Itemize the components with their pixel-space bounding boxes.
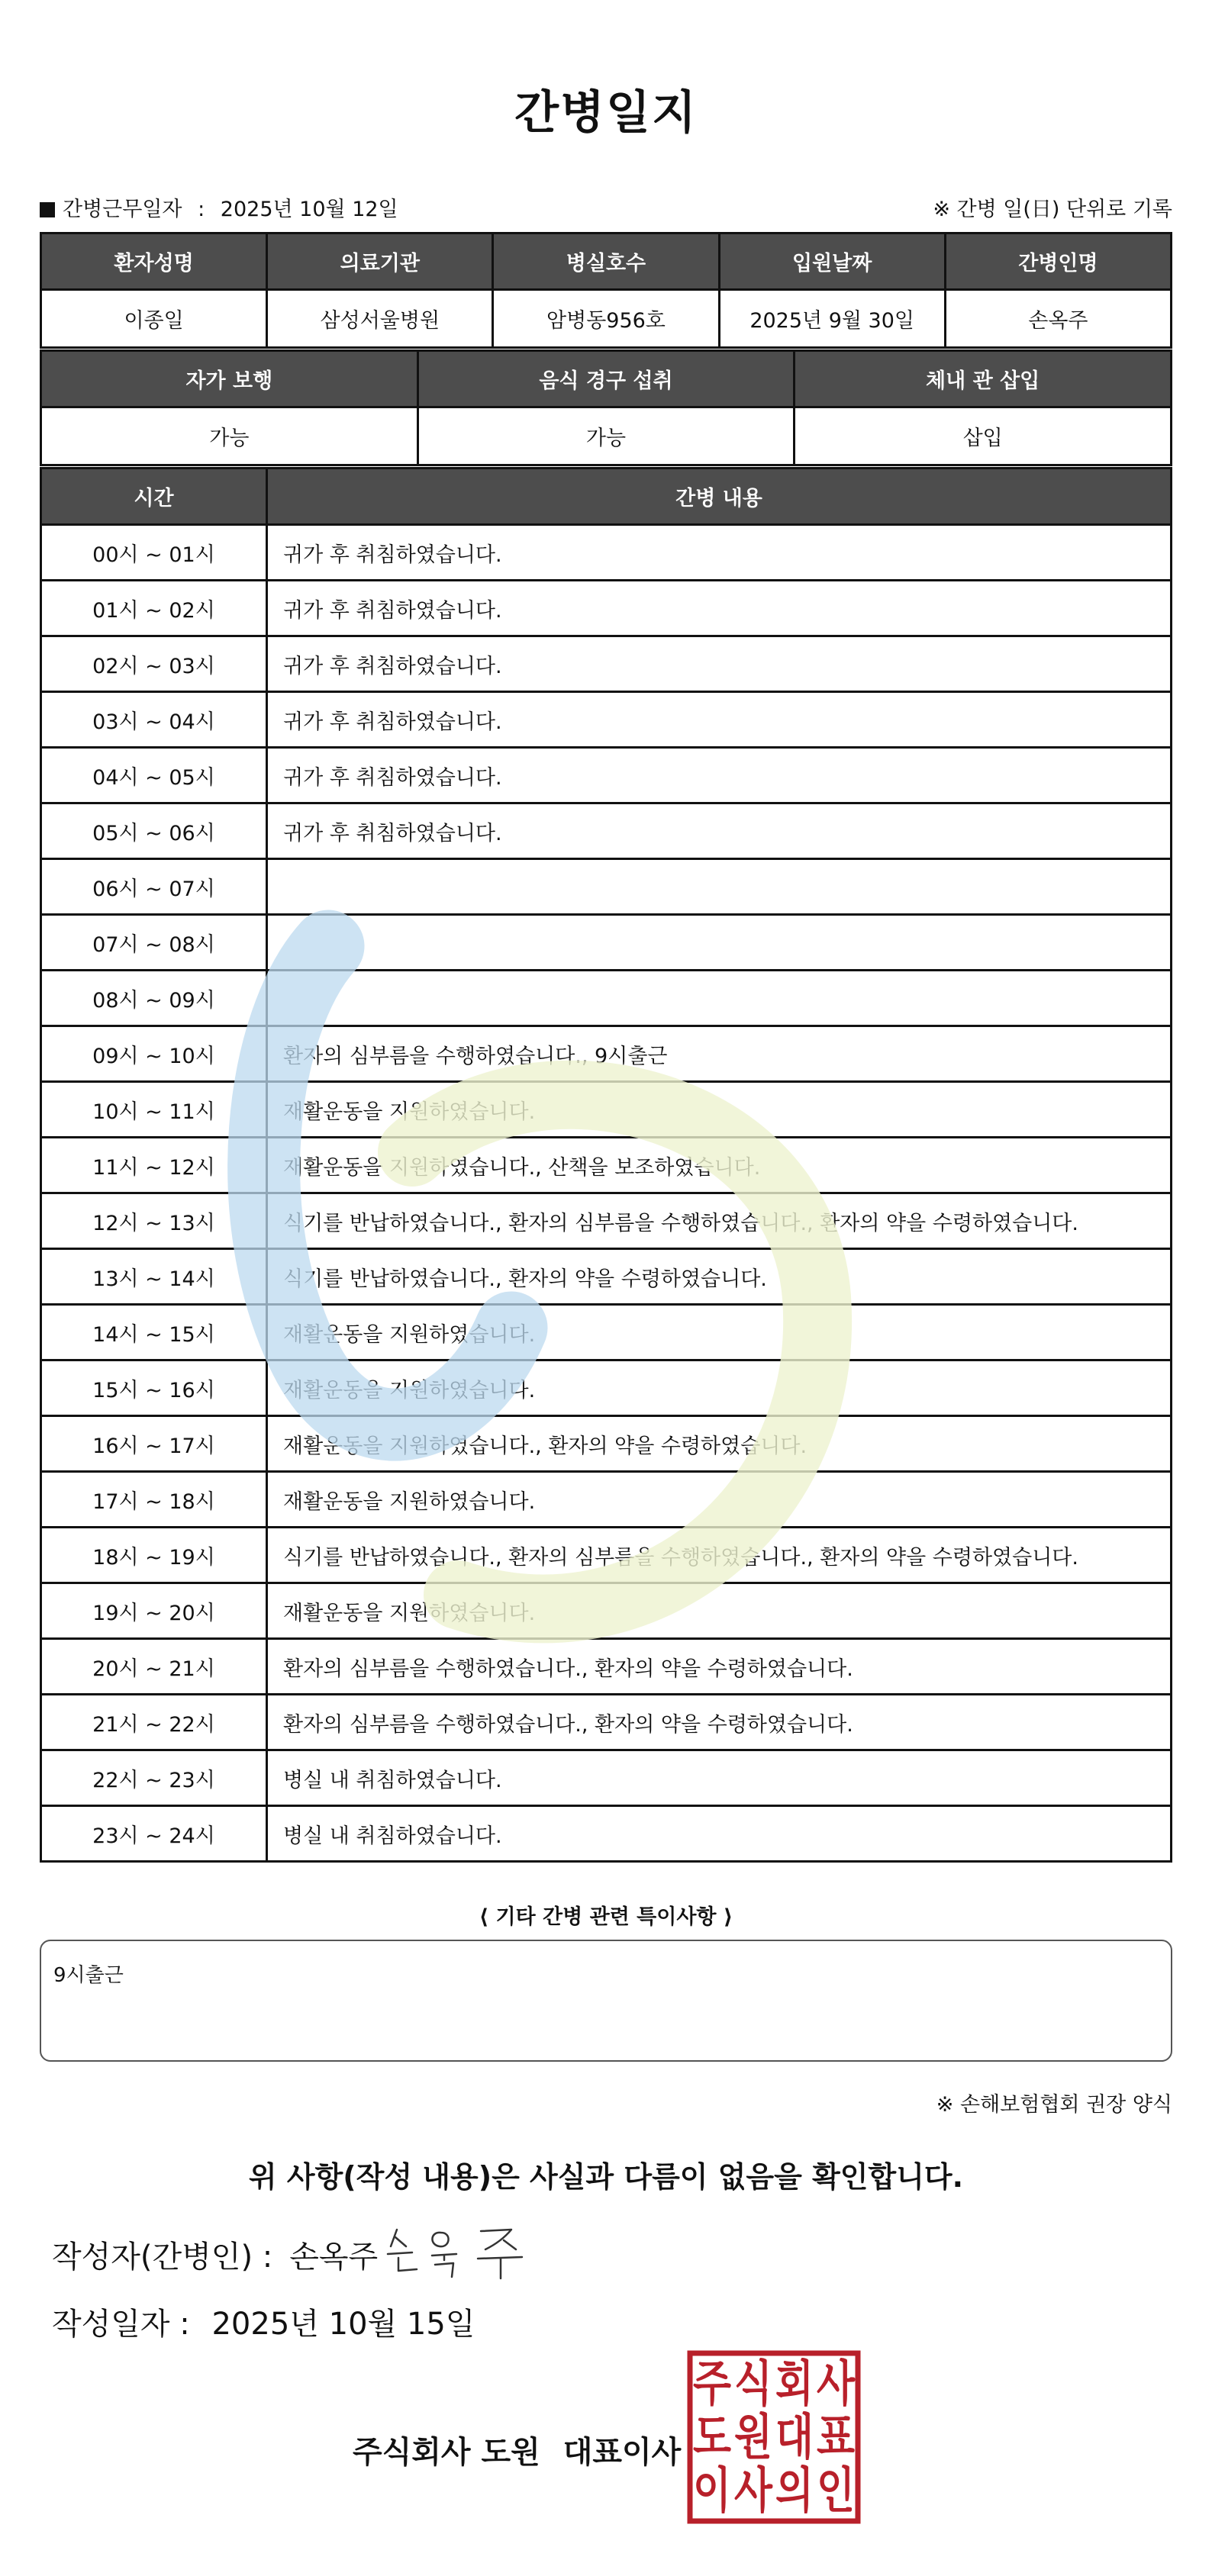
care-content: 재활운동을 지원하였습니다. (267, 1472, 1172, 1528)
table-row (41, 581, 1172, 636)
care-content: 재활운동을 지원하였습니다. (267, 1583, 1172, 1639)
walking-status: 가능 (41, 407, 418, 465)
care-content: 병실 내 취침하였습니다. (267, 1806, 1172, 1862)
time-slot: 18시 ~ 19시 (41, 1528, 267, 1583)
hospital-name: 삼성서울병원 (267, 290, 493, 348)
time-slot: 05시 ~ 06시 (41, 803, 267, 859)
patient-status-table (40, 349, 1172, 466)
work-date (40, 192, 398, 222)
time-slot: 15시 ~ 16시 (41, 1360, 267, 1416)
table-row (41, 1583, 1172, 1639)
table-row (41, 636, 1172, 692)
seal-character: 인 (817, 2463, 855, 2520)
header-time: 시간 (41, 469, 267, 525)
footnote: ※ 손해보험협회 권장 양식 (936, 2093, 1172, 2117)
time-slot: 13시 ~ 14시 (41, 1249, 267, 1305)
patient-name: 이종일 (41, 290, 267, 348)
header-hospital: 의료기관 (267, 233, 493, 290)
time-slot: 23시 ~ 24시 (41, 1806, 267, 1862)
header-walking: 자가 보행 (41, 351, 418, 407)
table-row (41, 692, 1172, 748)
seal-character: 대 (775, 2410, 814, 2466)
room-number: 암병동956호 (493, 290, 719, 348)
company-name: 주식회사 도원 (353, 2435, 540, 2470)
care-content: 재활운동을 지원하였습니다., 환자의 약을 수령하였습니다. (267, 1416, 1172, 1472)
time-slot: 01시 ~ 02시 (41, 581, 267, 636)
care-content: 재활운동을 지원하였습니다., 산책을 보조하였습니다. (267, 1138, 1172, 1193)
time-slot: 17시 ~ 18시 (41, 1472, 267, 1528)
care-content: 귀가 후 취침하였습니다. (267, 803, 1172, 859)
time-slot: 02시 ~ 03시 (41, 636, 267, 692)
time-slot: 12시 ~ 13시 (41, 1193, 267, 1249)
seal-character: 사 (734, 2463, 773, 2520)
table-row (41, 915, 1172, 971)
care-content (267, 971, 1172, 1026)
table-row (41, 748, 1172, 803)
written-date-value: 2025년 10월 15일 (211, 2307, 475, 2342)
time-slot: 03시 ~ 04시 (41, 692, 267, 748)
time-slot: 07시 ~ 08시 (41, 915, 267, 971)
table-row (41, 1193, 1172, 1249)
writer-line (52, 2233, 378, 2276)
time-slot: 22시 ~ 23시 (41, 1750, 267, 1806)
time-slot: 14시 ~ 15시 (41, 1305, 267, 1360)
table-row (41, 1472, 1172, 1528)
table-row (41, 859, 1172, 915)
table-row (41, 1305, 1172, 1360)
handwritten-signature (382, 2216, 534, 2285)
care-content (267, 859, 1172, 915)
header-admission-date: 입원날짜 (719, 233, 945, 290)
seal-character: 표 (817, 2410, 856, 2466)
care-content: 귀가 후 취침하였습니다. (267, 636, 1172, 692)
care-log-table (40, 467, 1172, 1863)
time-slot: 20시 ~ 21시 (41, 1639, 267, 1695)
oral-intake-status: 가능 (417, 407, 795, 465)
writer-label: 작성자(간병인) : (52, 2240, 273, 2275)
work-date-label: 간병근무일자 (63, 198, 182, 221)
patient-info-table (40, 232, 1172, 349)
notes-content: 9시출근 (53, 1964, 124, 1987)
table-row (41, 1082, 1172, 1138)
table-row (41, 1360, 1172, 1416)
document-title: 간병일지 (514, 86, 698, 140)
care-content: 재활운동을 지원하였습니다. (267, 1082, 1172, 1138)
caregiver-name: 손옥주 (945, 290, 1171, 348)
seal-character: 도 (693, 2410, 732, 2466)
time-slot: 16시 ~ 17시 (41, 1416, 267, 1472)
work-date-separator: : (198, 198, 205, 221)
work-date-value: 2025년 10월 12일 (220, 198, 398, 221)
table-row (41, 1750, 1172, 1806)
care-content (267, 915, 1172, 971)
care-content: 귀가 후 취침하였습니다. (267, 525, 1172, 581)
care-content: 환자의 심부름을 수행하였습니다., 환자의 약을 수령하였습니다. (267, 1639, 1172, 1695)
care-content: 식기를 반납하였습니다., 환자의 약을 수령하였습니다. (267, 1249, 1172, 1305)
header-patient-name: 환자성명 (41, 233, 267, 290)
table-row (41, 1138, 1172, 1193)
header-care-content: 간병 내용 (267, 469, 1172, 525)
seal-character: 주 (693, 2356, 732, 2413)
care-log-body (41, 525, 1172, 1862)
care-content: 귀가 후 취침하였습니다. (267, 581, 1172, 636)
admission-date: 2025년 9월 30일 (719, 290, 945, 348)
time-slot: 09시 ~ 10시 (41, 1026, 267, 1082)
time-slot: 00시 ~ 01시 (41, 525, 267, 581)
notes-title: ⟨ 기타 간병 관련 특이사항 ⟩ (479, 1905, 733, 1929)
company-line (353, 2428, 681, 2471)
care-content: 재활운동을 지원하였습니다. (267, 1305, 1172, 1360)
care-content: 귀가 후 취침하였습니다. (267, 748, 1172, 803)
table-row (41, 1249, 1172, 1305)
table-row (41, 1416, 1172, 1472)
table-row (41, 803, 1172, 859)
table-row (41, 1639, 1172, 1695)
care-content: 환자의 심부름을 수행하였습니다., 9시출근 (267, 1026, 1172, 1082)
confirmation-statement: 위 사항(작성 내용)은 사실과 다름이 없음을 확인합니다. (248, 2160, 964, 2194)
seal-character: 원 (734, 2410, 772, 2466)
seal-character: 회 (775, 2356, 814, 2413)
care-content: 식기를 반납하였습니다., 환자의 심부름을 수행하였습니다., 환자의 약을 수령하였습니다. (267, 1528, 1172, 1583)
table-row (41, 1528, 1172, 1583)
time-slot: 19시 ~ 20시 (41, 1583, 267, 1639)
record-note: ※ 간병 일(日) 단위로 기록 (933, 198, 1172, 221)
seal-character: 이 (693, 2463, 731, 2520)
tube-status: 삽입 (795, 407, 1172, 465)
table-row (41, 525, 1172, 581)
written-date-line (52, 2300, 475, 2343)
writer-name: 손옥주 (289, 2240, 379, 2275)
care-content: 재활운동을 지원하였습니다. (267, 1360, 1172, 1416)
table-row (41, 1026, 1172, 1082)
care-content: 귀가 후 취침하였습니다. (267, 692, 1172, 748)
table-row (41, 1695, 1172, 1750)
care-content: 병실 내 취침하였습니다. (267, 1750, 1172, 1806)
time-slot: 08시 ~ 09시 (41, 971, 267, 1026)
time-slot: 04시 ~ 05시 (41, 748, 267, 803)
seal-character: 의 (775, 2463, 814, 2520)
time-slot: 21시 ~ 22시 (41, 1695, 267, 1750)
header-oral-intake: 음식 경구 섭취 (417, 351, 795, 407)
seal-character: 사 (817, 2356, 856, 2413)
header-caregiver: 간병인명 (945, 233, 1171, 290)
square-bullet-icon (40, 202, 55, 217)
header-tube: 체내 관 삽입 (795, 351, 1172, 407)
time-slot: 10시 ~ 11시 (41, 1082, 267, 1138)
table-row (41, 971, 1172, 1026)
time-slot: 11시 ~ 12시 (41, 1138, 267, 1193)
notes-box (40, 1940, 1172, 2062)
time-slot: 06시 ~ 07시 (41, 859, 267, 915)
table-row (41, 1806, 1172, 1862)
company-seal (687, 2350, 861, 2524)
header-room: 병실호수 (493, 233, 719, 290)
care-content: 식기를 반납하였습니다., 환자의 심부름을 수행하였습니다., 환자의 약을 수령하였습니다. (267, 1193, 1172, 1249)
written-date-label: 작성일자 : (52, 2307, 190, 2342)
company-representative: 대표이사 (562, 2435, 682, 2470)
care-content: 환자의 심부름을 수행하였습니다., 환자의 약을 수령하였습니다. (267, 1695, 1172, 1750)
seal-character: 식 (734, 2356, 772, 2413)
